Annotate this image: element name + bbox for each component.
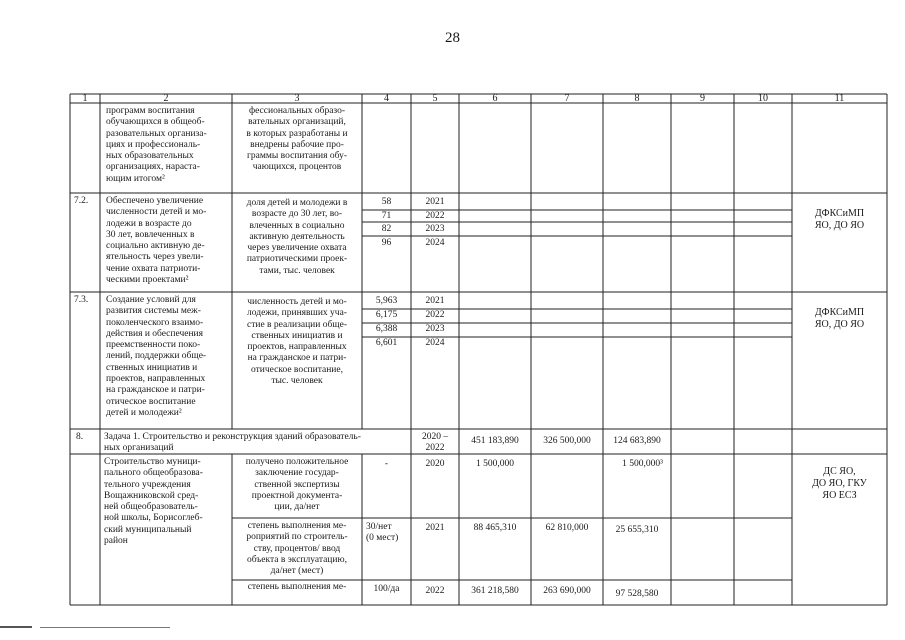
row-7-3-col3: численность детей и мо- лодежи, принявших уча- стие в реализации обще- ственных инициатив и проектов, направленных на гражданское и патри- отическое воспитание, тыс. человек [247,297,347,387]
row-7-2-value-2024: 96 [381,238,392,248]
row-8-col8: 124 683,890 [613,436,661,446]
row-7-2-value-2022: 71 [381,211,392,221]
row-7-3-year-2022: 2022 [425,310,445,320]
header-col-6: 6 [492,93,498,104]
row-7-2-year-2021: 2021 [425,197,445,207]
row-7-2-value-2021: 58 [381,197,392,207]
header-col-11: 11 [834,93,845,104]
row-7-3-year-2021: 2021 [425,296,445,306]
row-9a-col4: - [384,459,389,469]
row-8-col6: 451 183,890 [471,436,519,446]
row-cont-col3: фессиональных образо- вательных организаций, в которых разработаны и внедрены рабочие про- граммы воспитания обу- чающихся, процентов [246,106,348,173]
row-9c-col4: 100/да [373,584,400,594]
row-9a-col5: 2020 [425,459,445,469]
row-9c-col6: 361 218,580 [471,586,519,596]
header-col-3: 3 [294,93,300,104]
row-9-executor: ДС ЯО, ДО ЯО, ГКУ ЯО ЕСЗ [812,466,867,501]
header-col-7: 7 [564,93,570,104]
row-9b-col4: 30/нет (0 мест) [366,522,399,544]
row-7-2-col3: доля детей и молодежи в возрасте до 30 лет, во- влеченных в социально активную деятельность через увеличение охвата патриотическими проек- тами, тыс. человек [246,198,348,276]
header-col-10: 10 [758,93,768,104]
row-7-2-year-2024: 2024 [425,238,445,248]
row-9c-col3: степень выполнения ме- [247,582,347,592]
row-7-2-year-2022: 2022 [425,211,445,221]
scan-edge-line [40,627,170,628]
header-col-2: 2 [163,93,169,104]
row-7-2-year-2023: 2023 [425,224,445,234]
page-number: 28 [445,30,460,46]
row-7-3-value-2023: 6,388 [375,324,398,334]
row-9b-col8: 25 655,310 [615,525,659,535]
row-9b-col6: 88 465,310 [473,523,517,533]
row-8-years: 2020 – 2022 [421,432,449,454]
header-col-1: 1 [82,93,88,104]
header-col-4: 4 [384,93,389,104]
row-9b-col5: 2021 [425,523,445,533]
row-8-col7: 326 500,000 [543,436,591,446]
row-7-3-value-2022: 6,175 [375,310,398,320]
row-8-number: 8. [76,432,84,442]
scan-edge-mark [0,626,32,628]
row-9-col2: Строительство муници- пального общеобразова- тельного учреждения Вощажниковской сред- ней общеобразователь- ной школы, Борисоглеб- ский муниципальный район [104,457,203,547]
row-7-3-year-2024: 2024 [425,338,445,348]
row-9c-col8: 97 528,580 [615,589,659,599]
row-9c-col7: 263 690,000 [543,586,591,596]
row-8-task-title: Задача 1. Строительство и реконструкция зданий образователь- ных организаций [104,432,361,454]
row-7-3-value-2021: 5,963 [375,296,398,306]
row-cont-col2: программ воспитания обучающихся в общеоб- разовательных организа- циях и профессиональ- ных образовательных организациях, нараста- ющим итогом² [106,106,207,184]
header-col-9: 9 [700,93,705,104]
row-7-2-executor: ДФКСиМП ЯО, ДО ЯО [814,208,865,231]
row-7-3-value-2024: 6,601 [375,338,398,348]
row-7-3-executor: ДФКСиМП ЯО, ДО ЯО [814,307,865,330]
row-9c-col5: 2022 [425,586,445,596]
row-7-2-col2: Обеспечено увеличение численности детей и мо- лодежи в возрасте до 30 лет, вовлеченных в социально активную де- ятельность через увели- чение охвата патриоти- ческими проектами² [106,196,207,286]
row-7-3-year-2023: 2023 [425,324,445,334]
row-9b-col7: 62 810,000 [545,523,589,533]
header-col-5: 5 [432,93,438,104]
row-7-2-value-2023: 82 [381,224,392,234]
row-9b-col3: степень выполнения ме- роприятий по строитель- ству, процентов/ ввод объекта в эксплуатацию, да/нет (мест) [246,521,348,577]
row-7-3-col2: Создание условий для развития системы меж- поколенческого взаимо- действия и обеспечения преемственности поко- лений, поддержки обще- ственных инициатив и проектов, направленных на гражданское и патри- отическое воспитание детей и молодежи² [106,295,207,418]
row-7-3-number: 7.3. [74,295,89,305]
row-7-2-number: 7.2. [74,196,89,206]
row-9a-col8: 1 500,000³ [622,459,663,469]
row-9a-col3: получено положительное заключение государ- ственной экспертизы проектной документа- ции, да/нет [245,457,349,513]
row-9a-col6: 1 500,000 [476,459,514,469]
header-col-8: 8 [634,93,640,104]
